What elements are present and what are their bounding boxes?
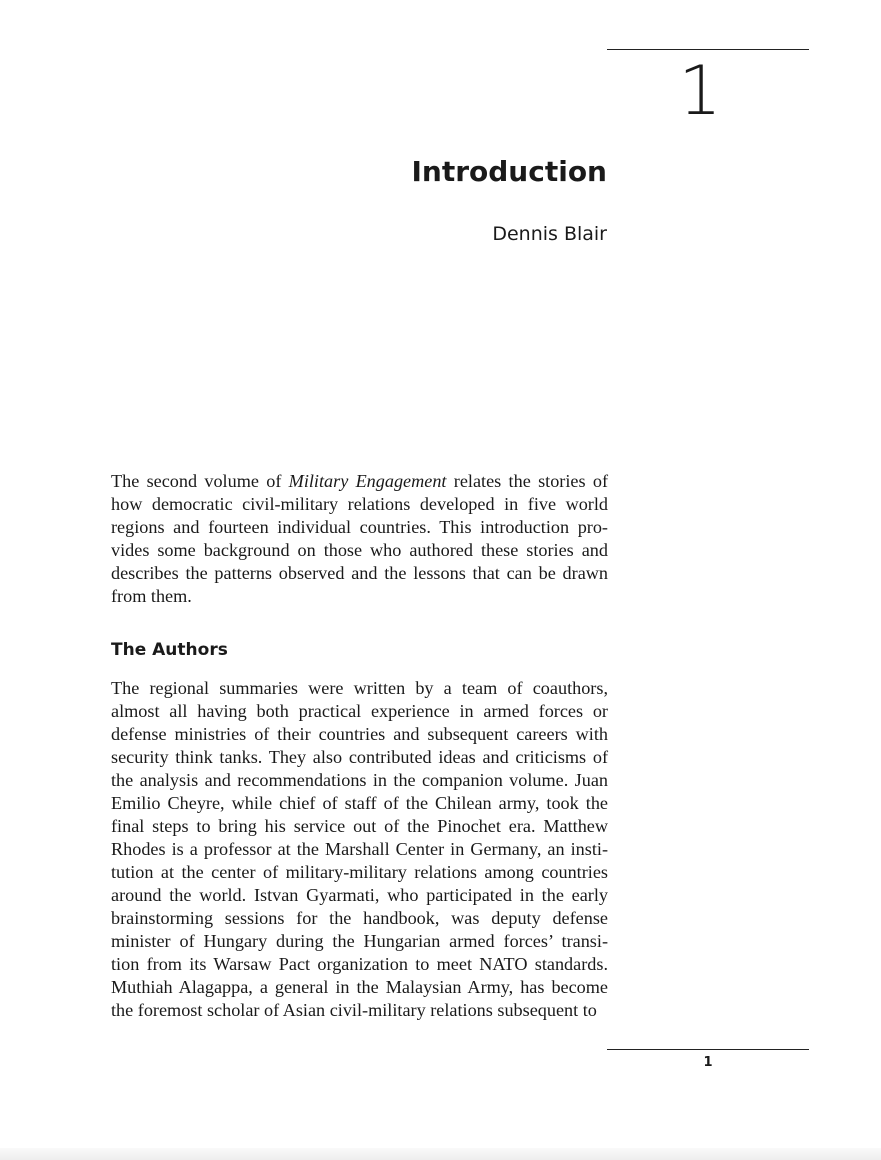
text-run: The second volume of: [111, 471, 289, 491]
paragraph-line: vides some background on those who authored these stories and: [111, 540, 608, 560]
paragraph-line: almost all having both practical experience in armed forces or: [111, 701, 608, 721]
authors-paragraph: [111, 677, 608, 1022]
chapter-author: Dennis Blair: [492, 223, 607, 245]
chapter-number: 1: [678, 52, 722, 131]
paragraph-line: The regional summaries were written by a team of coauthors,: [111, 678, 608, 698]
paragraph-line: tion from its Warsaw Pact organization to meet NATO standards.: [111, 954, 608, 974]
footer-rule: [607, 1049, 809, 1050]
paragraph-line: defense ministries of their countries and subsequent careers with: [111, 724, 608, 744]
paragraph-line: Emilio Cheyre, while chief of staff of the Chilean army, took the: [111, 793, 608, 813]
paragraph-line: describes the patterns observed and the lessons that can be drawn: [111, 563, 608, 583]
paragraph-line: Muthiah Alagappa, a general in the Malaysian Army, has become: [111, 977, 608, 997]
paragraph-line: the analysis and recommendations in the companion volume. Juan: [111, 770, 608, 790]
text-run: relates the stories of: [446, 471, 608, 491]
chapter-top-rule: [607, 49, 809, 50]
intro-paragraph: [111, 470, 608, 608]
paragraph-line: minister of Hungary during the Hungarian armed forces’ transi-: [111, 931, 608, 951]
paragraph-line: security think tanks. They also contributed ideas and criticisms of: [111, 747, 608, 767]
chapter-title: Introduction: [411, 155, 607, 188]
page-number: 1: [703, 1055, 713, 1070]
paragraph-line: how democratic civil-military relations developed in five world: [111, 494, 608, 514]
paragraph-line: brainstorming sessions for the handbook, was deputy defense: [111, 908, 608, 928]
section-heading: The Authors: [111, 640, 228, 660]
paragraph-line: the foremost scholar of Asian civil-military relations subsequent to: [111, 1000, 597, 1020]
paragraph-line: around the world. Istvan Gyarmati, who participated in the early: [111, 885, 608, 905]
paragraph-line: tution at the center of military-military relations among countries: [111, 862, 608, 882]
book-title-italic: Military Engagement: [288, 471, 447, 491]
paragraph-line: [111, 470, 608, 493]
paragraph-line: final steps to bring his service out of the Pinochet era. Matthew: [111, 816, 608, 836]
paragraph-line: regions and fourteen individual countries. This introduction pro-: [111, 517, 608, 537]
page-edge: [0, 1148, 881, 1160]
paragraph-line: Rhodes is a professor at the Marshall Center in Germany, an insti-: [111, 839, 608, 859]
paragraph-line: from them.: [111, 586, 192, 606]
